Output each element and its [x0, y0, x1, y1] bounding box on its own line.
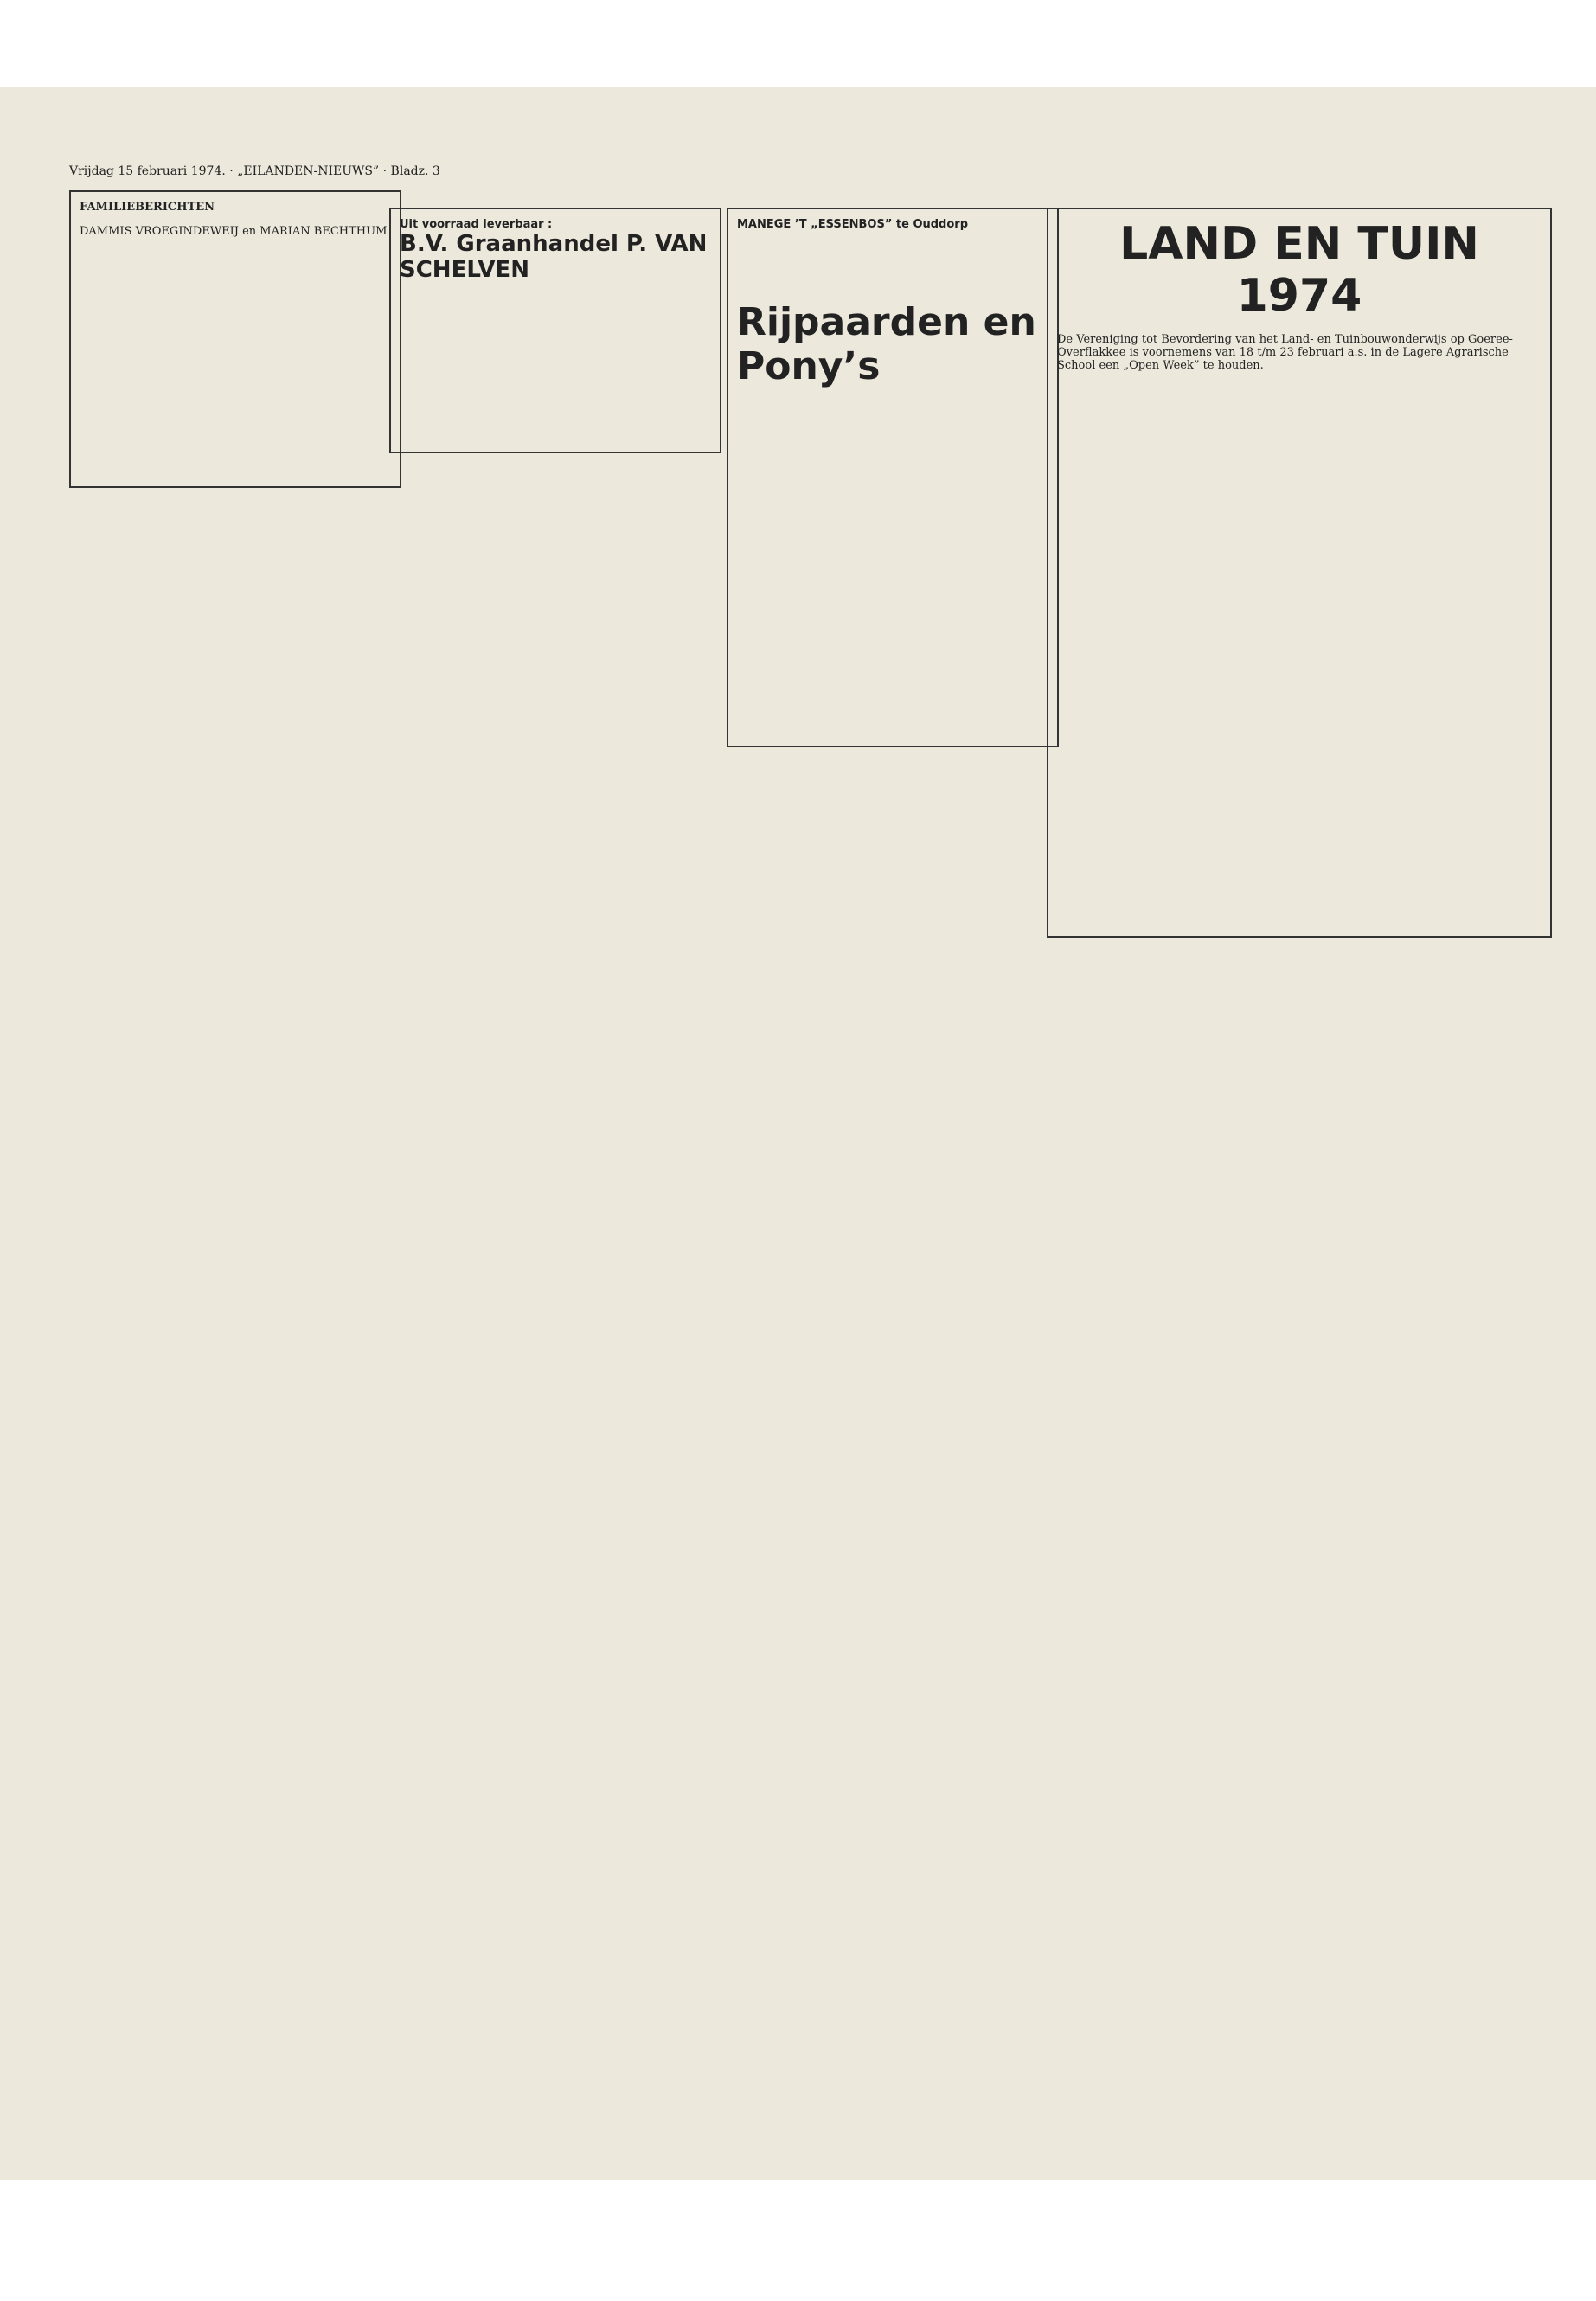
land-en-tuin: LAND EN TUIN 1974 De Vereniging tot Bevordering van het Land- en Tuinbouwonderwijs op Goeree-Overflakkee is voornemens van 18 t/m 23 februari a.s. in de Lagere Agrarische School een „Open Week” te houden. — [1047, 208, 1552, 938]
manege-ad: MANEGE ’T „ESSENBOS” te Ouddorp Rijpaarden en Pony’s — [727, 208, 1059, 747]
graanhandel-ad: Uit voorraad leverbaar : B.V. Graanhandel P. VAN SCHELVEN — [389, 208, 721, 453]
family-notices: FAMILIEBERICHTEN DAMMIS VROEGINDEWEIJ en MARIAN BECHTHUM — [69, 190, 401, 488]
page-header: Vrijdag 15 februari 1974. · „EILANDEN-NIEUWS” · Bladz. 3 — [69, 164, 440, 178]
